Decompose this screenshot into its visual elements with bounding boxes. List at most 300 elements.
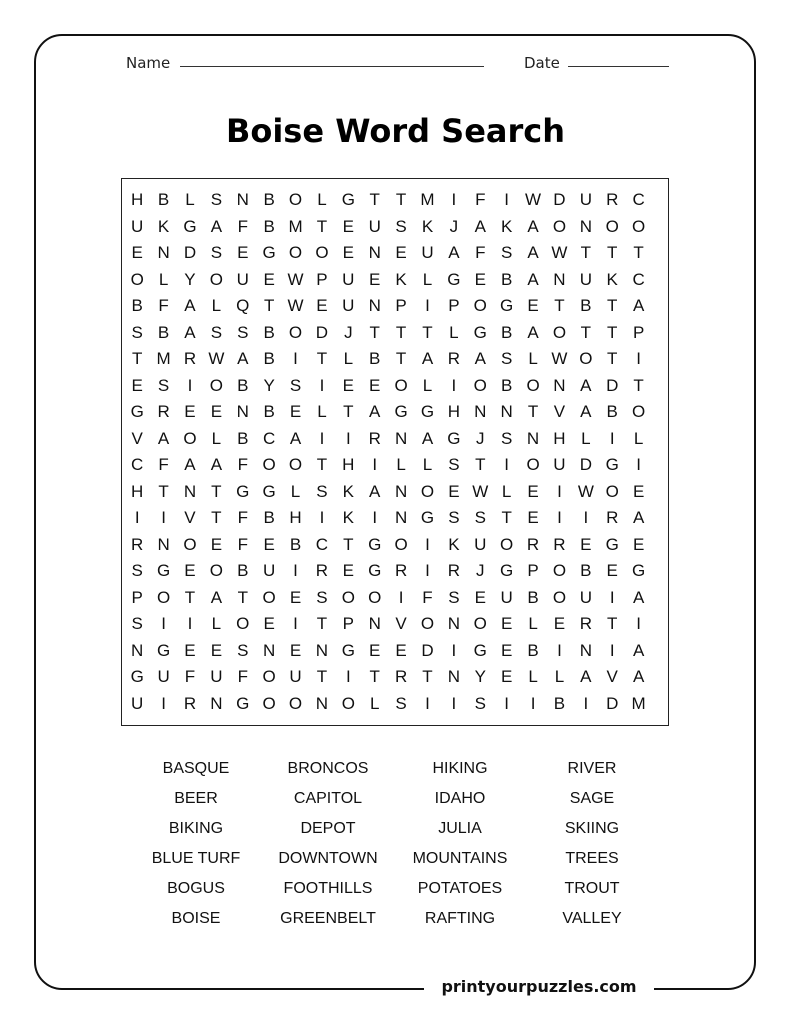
- grid-cell[interactable]: O: [288, 455, 303, 474]
- grid-cell[interactable]: G: [156, 640, 171, 660]
- grid-cell[interactable]: S: [316, 481, 328, 501]
- grid-cell[interactable]: G: [447, 428, 461, 448]
- grid-cell[interactable]: T: [554, 296, 565, 315]
- grid-cell[interactable]: I: [398, 587, 404, 607]
- grid-cell[interactable]: O: [552, 561, 567, 580]
- grid-cell[interactable]: O: [579, 349, 593, 368]
- grid-cell[interactable]: E: [632, 481, 645, 501]
- grid-cell[interactable]: N: [394, 428, 408, 448]
- grid-cell[interactable]: F: [237, 455, 248, 474]
- grid-cell[interactable]: A: [632, 296, 645, 315]
- grid-cell[interactable]: M: [631, 693, 646, 713]
- name-field-line[interactable]: [180, 66, 484, 67]
- grid-cell[interactable]: T: [527, 402, 539, 421]
- grid-cell[interactable]: S: [157, 375, 170, 395]
- grid-cell[interactable]: O: [552, 322, 567, 342]
- grid-cell[interactable]: R: [553, 534, 566, 554]
- grid-cell[interactable]: R: [606, 508, 619, 527]
- grid-cell[interactable]: B: [580, 561, 592, 580]
- grid-cell[interactable]: O: [605, 216, 619, 236]
- grid-cell[interactable]: N: [315, 640, 329, 660]
- grid-cell[interactable]: B: [263, 216, 275, 236]
- grid-cell[interactable]: O: [209, 375, 223, 395]
- grid-cell[interactable]: F: [184, 667, 196, 686]
- grid-cell[interactable]: U: [263, 561, 276, 580]
- grid-cell[interactable]: H: [131, 481, 144, 501]
- grid-cell[interactable]: H: [342, 455, 355, 474]
- grid-cell[interactable]: I: [451, 375, 457, 395]
- grid-cell[interactable]: O: [368, 587, 382, 607]
- grid-cell[interactable]: O: [156, 587, 171, 607]
- grid-cell[interactable]: E: [342, 375, 354, 395]
- grid-cell[interactable]: R: [606, 190, 619, 209]
- grid-cell[interactable]: D: [183, 243, 197, 262]
- grid-cell[interactable]: I: [530, 693, 536, 713]
- grid-cell[interactable]: O: [183, 534, 197, 554]
- grid-cell[interactable]: N: [447, 614, 461, 633]
- grid-cell[interactable]: V: [184, 508, 196, 527]
- grid-cell[interactable]: I: [372, 508, 378, 527]
- grid-cell[interactable]: Y: [184, 269, 196, 289]
- grid-cell[interactable]: O: [209, 269, 223, 289]
- grid-cell[interactable]: B: [527, 587, 539, 607]
- grid-cell[interactable]: U: [131, 216, 144, 236]
- grid-cell[interactable]: O: [420, 481, 435, 501]
- grid-cell[interactable]: E: [184, 640, 196, 660]
- grid-cell[interactable]: F: [237, 667, 248, 686]
- grid-cell[interactable]: S: [316, 587, 328, 607]
- grid-cell[interactable]: R: [579, 614, 592, 633]
- grid-cell[interactable]: S: [131, 614, 143, 633]
- grid-cell[interactable]: G: [130, 667, 144, 686]
- grid-cell[interactable]: I: [293, 561, 298, 580]
- grid-cell[interactable]: E: [527, 481, 539, 501]
- grid-cell[interactable]: T: [580, 322, 592, 342]
- grid-cell[interactable]: A: [421, 428, 434, 448]
- grid-cell[interactable]: K: [157, 216, 170, 236]
- grid-cell[interactable]: M: [156, 349, 171, 368]
- grid-cell[interactable]: T: [316, 455, 328, 474]
- grid-cell[interactable]: L: [158, 269, 169, 289]
- grid-cell[interactable]: S: [500, 243, 513, 262]
- grid-cell[interactable]: O: [473, 614, 487, 633]
- grid-cell[interactable]: B: [157, 322, 170, 342]
- grid-cell[interactable]: N: [368, 243, 381, 262]
- grid-cell[interactable]: C: [263, 428, 276, 448]
- grid-cell[interactable]: S: [131, 561, 143, 580]
- grid-cell[interactable]: A: [580, 667, 592, 686]
- grid-cell[interactable]: G: [420, 508, 435, 527]
- grid-cell[interactable]: S: [289, 375, 302, 395]
- grid-cell[interactable]: D: [606, 375, 619, 395]
- grid-cell[interactable]: B: [263, 402, 275, 421]
- grid-cell[interactable]: O: [341, 587, 355, 607]
- grid-cell[interactable]: O: [341, 693, 355, 713]
- grid-cell[interactable]: E: [210, 402, 223, 421]
- grid-cell[interactable]: U: [474, 534, 487, 554]
- grid-cell[interactable]: I: [451, 693, 457, 713]
- grid-cell[interactable]: C: [632, 269, 645, 289]
- grid-cell[interactable]: O: [288, 243, 303, 262]
- grid-cell[interactable]: W: [208, 349, 225, 368]
- grid-cell[interactable]: N: [183, 481, 197, 501]
- grid-cell[interactable]: S: [474, 508, 486, 527]
- grid-cell[interactable]: I: [557, 508, 562, 527]
- grid-cell[interactable]: E: [342, 561, 354, 580]
- grid-cell[interactable]: I: [425, 561, 430, 580]
- grid-cell[interactable]: Y: [263, 375, 275, 395]
- grid-cell[interactable]: F: [237, 216, 248, 236]
- grid-cell[interactable]: S: [448, 508, 460, 527]
- grid-cell[interactable]: E: [500, 640, 513, 660]
- grid-cell[interactable]: A: [632, 640, 645, 660]
- grid-cell[interactable]: W: [287, 296, 304, 315]
- grid-cell[interactable]: I: [319, 375, 325, 395]
- grid-cell[interactable]: F: [475, 190, 486, 209]
- grid-cell[interactable]: A: [184, 296, 196, 315]
- grid-cell[interactable]: W: [551, 243, 568, 262]
- grid-cell[interactable]: N: [210, 693, 223, 713]
- grid-cell[interactable]: U: [210, 667, 223, 686]
- grid-cell[interactable]: D: [606, 693, 619, 713]
- grid-cell[interactable]: E: [237, 243, 249, 262]
- grid-cell[interactable]: E: [210, 534, 223, 554]
- grid-cell[interactable]: O: [526, 455, 540, 474]
- grid-cell[interactable]: S: [210, 322, 223, 342]
- grid-cell[interactable]: E: [263, 534, 275, 554]
- grid-cell[interactable]: Y: [474, 667, 486, 686]
- grid-cell[interactable]: O: [552, 216, 567, 236]
- grid-cell[interactable]: W: [577, 481, 594, 501]
- grid-cell[interactable]: W: [287, 269, 304, 289]
- grid-cell[interactable]: I: [504, 455, 510, 474]
- grid-cell[interactable]: T: [395, 349, 407, 368]
- grid-cell[interactable]: S: [448, 455, 460, 474]
- grid-cell[interactable]: N: [579, 216, 592, 236]
- grid-cell[interactable]: S: [500, 349, 513, 368]
- grid-cell[interactable]: N: [579, 640, 592, 660]
- grid-cell[interactable]: U: [579, 269, 592, 289]
- grid-cell[interactable]: K: [342, 508, 354, 527]
- grid-cell[interactable]: E: [474, 269, 486, 289]
- grid-cell[interactable]: T: [501, 508, 512, 527]
- grid-cell[interactable]: R: [157, 402, 170, 421]
- grid-cell[interactable]: E: [527, 508, 539, 527]
- grid-cell[interactable]: K: [500, 216, 513, 236]
- grid-cell[interactable]: U: [342, 296, 355, 315]
- grid-cell[interactable]: L: [422, 269, 433, 289]
- grid-cell[interactable]: T: [316, 216, 328, 236]
- grid-cell[interactable]: O: [526, 375, 540, 395]
- grid-cell[interactable]: A: [580, 375, 592, 395]
- grid-cell[interactable]: A: [474, 216, 486, 236]
- grid-cell[interactable]: G: [368, 561, 382, 580]
- grid-cell[interactable]: L: [422, 375, 433, 395]
- grid-cell[interactable]: T: [132, 349, 143, 368]
- grid-cell[interactable]: I: [345, 428, 351, 448]
- grid-cell[interactable]: I: [504, 693, 510, 713]
- grid-cell[interactable]: O: [288, 693, 303, 713]
- grid-cell[interactable]: E: [289, 402, 302, 421]
- grid-cell[interactable]: E: [289, 587, 302, 607]
- grid-cell[interactable]: I: [293, 349, 298, 368]
- grid-cell[interactable]: E: [263, 269, 275, 289]
- grid-cell[interactable]: E: [316, 296, 328, 315]
- grid-cell[interactable]: N: [553, 375, 566, 395]
- grid-cell[interactable]: I: [636, 614, 641, 633]
- grid-cell[interactable]: E: [395, 243, 407, 262]
- grid-cell[interactable]: G: [420, 402, 435, 421]
- grid-cell[interactable]: D: [315, 322, 329, 342]
- grid-cell[interactable]: N: [157, 243, 170, 262]
- grid-cell[interactable]: L: [211, 614, 222, 633]
- grid-cell[interactable]: R: [394, 667, 408, 686]
- grid-cell[interactable]: I: [161, 508, 166, 527]
- grid-cell[interactable]: V: [606, 667, 618, 686]
- grid-cell[interactable]: I: [609, 428, 615, 448]
- grid-cell[interactable]: B: [606, 402, 618, 421]
- grid-cell[interactable]: K: [448, 534, 460, 554]
- grid-cell[interactable]: H: [447, 402, 461, 421]
- grid-cell[interactable]: I: [557, 481, 562, 501]
- grid-cell[interactable]: I: [583, 693, 589, 713]
- grid-cell[interactable]: B: [237, 375, 249, 395]
- grid-cell[interactable]: H: [289, 508, 302, 527]
- grid-cell[interactable]: T: [607, 243, 618, 262]
- grid-cell[interactable]: T: [607, 296, 618, 315]
- grid-cell[interactable]: O: [394, 534, 408, 554]
- grid-cell[interactable]: L: [554, 667, 565, 686]
- grid-cell[interactable]: G: [473, 640, 487, 660]
- grid-cell[interactable]: B: [553, 693, 566, 713]
- grid-cell[interactable]: I: [425, 296, 430, 315]
- grid-cell[interactable]: R: [183, 693, 197, 713]
- grid-cell[interactable]: R: [183, 349, 197, 368]
- grid-cell[interactable]: V: [131, 428, 143, 448]
- grid-cell[interactable]: A: [237, 349, 249, 368]
- grid-cell[interactable]: U: [421, 243, 434, 262]
- grid-cell[interactable]: S: [448, 587, 460, 607]
- grid-cell[interactable]: L: [501, 481, 512, 501]
- grid-cell[interactable]: A: [448, 243, 460, 262]
- grid-cell[interactable]: O: [130, 269, 144, 289]
- grid-cell[interactable]: O: [209, 561, 223, 580]
- grid-cell[interactable]: G: [447, 269, 461, 289]
- grid-cell[interactable]: B: [289, 534, 302, 554]
- grid-cell[interactable]: L: [528, 614, 538, 633]
- grid-cell[interactable]: A: [184, 455, 196, 474]
- grid-cell[interactable]: J: [449, 216, 459, 236]
- grid-cell[interactable]: I: [583, 508, 589, 527]
- grid-cell[interactable]: L: [343, 349, 354, 368]
- grid-cell[interactable]: L: [211, 296, 222, 315]
- grid-cell[interactable]: L: [317, 190, 327, 209]
- grid-cell[interactable]: G: [183, 216, 197, 236]
- grid-cell[interactable]: E: [500, 667, 513, 686]
- grid-cell[interactable]: O: [262, 587, 276, 607]
- grid-cell[interactable]: P: [448, 296, 460, 315]
- grid-cell[interactable]: B: [369, 349, 381, 368]
- grid-cell[interactable]: E: [580, 534, 592, 554]
- date-field-line[interactable]: [568, 66, 669, 67]
- grid-cell[interactable]: S: [131, 322, 143, 342]
- grid-cell[interactable]: U: [500, 587, 513, 607]
- grid-cell[interactable]: S: [395, 216, 407, 236]
- grid-cell[interactable]: T: [316, 349, 328, 368]
- grid-cell[interactable]: R: [526, 534, 540, 554]
- grid-cell[interactable]: G: [130, 402, 144, 421]
- grid-cell[interactable]: B: [263, 349, 275, 368]
- grid-cell[interactable]: R: [447, 561, 461, 580]
- grid-cell[interactable]: I: [319, 428, 325, 448]
- grid-cell[interactable]: I: [134, 508, 140, 527]
- grid-cell[interactable]: B: [157, 190, 170, 209]
- grid-cell[interactable]: T: [422, 322, 433, 342]
- grid-cell[interactable]: T: [607, 322, 618, 342]
- grid-cell[interactable]: O: [473, 296, 487, 315]
- grid-cell[interactable]: N: [131, 640, 144, 660]
- grid-cell[interactable]: O: [632, 216, 646, 236]
- grid-cell[interactable]: C: [632, 190, 645, 209]
- grid-cell[interactable]: A: [527, 322, 539, 342]
- grid-cell[interactable]: G: [341, 640, 355, 660]
- grid-cell[interactable]: U: [579, 587, 592, 607]
- grid-cell[interactable]: U: [368, 216, 381, 236]
- grid-cell[interactable]: Q: [236, 296, 250, 315]
- grid-cell[interactable]: G: [341, 190, 355, 209]
- grid-cell[interactable]: I: [636, 349, 641, 368]
- grid-cell[interactable]: O: [288, 322, 303, 342]
- grid-cell[interactable]: G: [500, 296, 514, 315]
- grid-cell[interactable]: A: [527, 243, 539, 262]
- grid-cell[interactable]: O: [183, 428, 197, 448]
- grid-cell[interactable]: R: [315, 561, 329, 580]
- grid-cell[interactable]: N: [368, 614, 381, 633]
- grid-cell[interactable]: F: [158, 296, 169, 315]
- grid-cell[interactable]: R: [131, 534, 144, 554]
- grid-cell[interactable]: E: [263, 614, 275, 633]
- grid-cell[interactable]: E: [632, 534, 645, 554]
- grid-cell[interactable]: O: [605, 481, 619, 501]
- grid-cell[interactable]: I: [504, 190, 510, 209]
- grid-cell[interactable]: P: [342, 614, 354, 633]
- grid-cell[interactable]: M: [420, 190, 435, 209]
- grid-cell[interactable]: T: [316, 614, 328, 633]
- grid-cell[interactable]: L: [528, 667, 538, 686]
- grid-cell[interactable]: U: [342, 269, 355, 289]
- grid-cell[interactable]: O: [632, 402, 646, 421]
- grid-cell[interactable]: N: [263, 640, 276, 660]
- grid-cell[interactable]: L: [369, 693, 380, 713]
- grid-cell[interactable]: N: [474, 402, 487, 421]
- grid-cell[interactable]: T: [633, 243, 644, 262]
- grid-cell[interactable]: I: [451, 190, 457, 209]
- grid-cell[interactable]: H: [131, 190, 144, 209]
- grid-cell[interactable]: K: [421, 216, 434, 236]
- grid-cell[interactable]: B: [527, 640, 539, 660]
- grid-cell[interactable]: B: [237, 561, 249, 580]
- grid-cell[interactable]: E: [342, 243, 354, 262]
- grid-cell[interactable]: P: [131, 587, 143, 607]
- grid-cell[interactable]: B: [263, 322, 275, 342]
- grid-cell[interactable]: A: [527, 269, 539, 289]
- grid-cell[interactable]: I: [425, 693, 430, 713]
- grid-cell[interactable]: N: [236, 190, 249, 209]
- grid-cell[interactable]: A: [289, 428, 302, 448]
- grid-cell[interactable]: G: [473, 322, 487, 342]
- grid-cell[interactable]: P: [527, 561, 539, 580]
- grid-cell[interactable]: P: [395, 296, 407, 315]
- grid-cell[interactable]: O: [288, 190, 303, 209]
- grid-cell[interactable]: T: [237, 587, 248, 607]
- grid-cell[interactable]: D: [421, 640, 434, 660]
- grid-cell[interactable]: B: [500, 269, 513, 289]
- grid-cell[interactable]: P: [316, 269, 328, 289]
- grid-cell[interactable]: A: [580, 402, 592, 421]
- grid-cell[interactable]: B: [131, 296, 143, 315]
- grid-cell[interactable]: I: [345, 667, 351, 686]
- grid-cell[interactable]: B: [500, 322, 513, 342]
- grid-cell[interactable]: B: [580, 296, 592, 315]
- grid-cell[interactable]: B: [237, 428, 249, 448]
- grid-cell[interactable]: A: [632, 508, 645, 527]
- grid-cell[interactable]: N: [368, 296, 381, 315]
- grid-cell[interactable]: L: [449, 322, 459, 342]
- grid-cell[interactable]: K: [395, 269, 407, 289]
- grid-cell[interactable]: E: [553, 614, 566, 633]
- grid-cell[interactable]: A: [369, 481, 381, 501]
- grid-cell[interactable]: N: [236, 402, 249, 421]
- grid-cell[interactable]: F: [158, 455, 169, 474]
- grid-cell[interactable]: W: [472, 481, 489, 501]
- grid-cell[interactable]: E: [210, 640, 223, 660]
- grid-cell[interactable]: U: [131, 693, 144, 713]
- grid-cell[interactable]: E: [606, 561, 618, 580]
- grid-cell[interactable]: A: [184, 322, 196, 342]
- grid-cell[interactable]: B: [263, 508, 275, 527]
- grid-cell[interactable]: E: [448, 481, 460, 501]
- grid-cell[interactable]: S: [500, 428, 513, 448]
- grid-cell[interactable]: N: [394, 481, 408, 501]
- grid-cell[interactable]: E: [289, 640, 302, 660]
- grid-cell[interactable]: A: [474, 349, 486, 368]
- grid-cell[interactable]: W: [525, 190, 542, 209]
- grid-cell[interactable]: M: [288, 216, 303, 236]
- grid-cell[interactable]: O: [262, 693, 276, 713]
- grid-cell[interactable]: T: [475, 455, 486, 474]
- grid-cell[interactable]: L: [185, 190, 195, 209]
- grid-cell[interactable]: G: [236, 481, 250, 501]
- grid-cell[interactable]: N: [157, 534, 170, 554]
- grid-cell[interactable]: F: [237, 534, 248, 554]
- grid-cell[interactable]: J: [476, 428, 485, 448]
- grid-cell[interactable]: S: [474, 693, 486, 713]
- grid-cell[interactable]: V: [395, 614, 407, 633]
- grid-cell[interactable]: L: [422, 455, 433, 474]
- grid-cell[interactable]: D: [553, 190, 566, 209]
- grid-cell[interactable]: G: [605, 534, 619, 554]
- grid-cell[interactable]: O: [262, 667, 276, 686]
- grid-cell[interactable]: N: [447, 667, 461, 686]
- grid-cell[interactable]: U: [289, 667, 302, 686]
- grid-cell[interactable]: G: [236, 693, 250, 713]
- grid-cell[interactable]: N: [315, 693, 329, 713]
- grid-cell[interactable]: A: [157, 428, 170, 448]
- grid-cell[interactable]: A: [210, 455, 223, 474]
- grid-cell[interactable]: I: [319, 508, 325, 527]
- grid-cell[interactable]: A: [210, 216, 223, 236]
- grid-cell[interactable]: T: [158, 481, 169, 501]
